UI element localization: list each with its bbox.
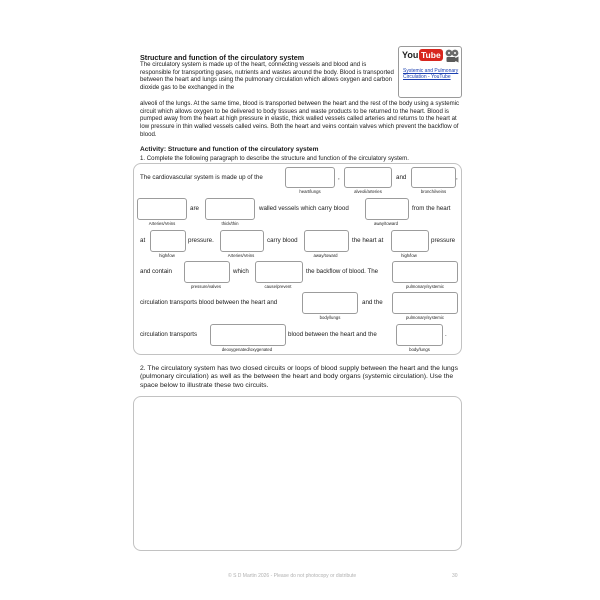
blank-body-lungs-1[interactable] — [302, 292, 358, 314]
hint-alveoli-arteries: alveoli/arteries — [354, 189, 382, 194]
youtube-video-link[interactable]: Systemic and Pulmonary Circulation - YouTube — [403, 68, 459, 80]
blank-body-lungs-2[interactable] — [396, 324, 443, 346]
youtube-video-card[interactable] — [398, 46, 462, 98]
row3-pressure: pressure. — [188, 237, 214, 244]
row1-and: and — [396, 174, 407, 181]
blank-away-toward-2[interactable] — [304, 230, 349, 252]
row2-text: walled vessels which carry blood — [259, 205, 349, 212]
row6-period: . — [445, 331, 447, 338]
row3-at: at — [140, 237, 146, 244]
youtube-logo — [402, 50, 442, 64]
intro-paragraph-part1: The circulatory system is made up of the heart, connecting vessels and blood and is responsible for transporting gases, nutrients and wastes around the body. Blood is transported between the heart and lungs using the pulmonary circulation which allows oxygen and carbon dioxide gas to be exchanged in the — [140, 61, 394, 92]
row1-comma2: , — [456, 174, 458, 181]
youtube-logo-tube: Tube — [421, 50, 441, 60]
activity-title: Activity: Structure and function of the circulatory system — [140, 146, 319, 153]
blank-deoxygenated-oxygenated[interactable] — [210, 324, 286, 346]
row1-text: The cardiovascular system is made up of the — [140, 174, 263, 181]
hint-body-lungs-2: body/lungs — [409, 347, 430, 352]
hint-high-low-1: high/low — [159, 253, 175, 258]
hint-bronchi-veins: bronchi/veins — [420, 189, 447, 194]
row2-are: are — [190, 205, 199, 212]
hint-deoxygenated-oxygenated: deoxygenated/oxygenated — [221, 347, 273, 352]
hint-heart-lungs: heart/lungs — [299, 189, 321, 194]
row4-backflow: the backflow of blood. The — [306, 268, 379, 275]
hint-pulmonary-systemic-2: pulmonary/systemic — [406, 315, 444, 320]
row3-heart-at: the heart at — [352, 237, 384, 244]
section-title: Structure and function of the circulatory system — [140, 53, 305, 62]
blank-away-toward-1[interactable] — [365, 198, 409, 220]
blank-pressure-valves[interactable] — [184, 261, 230, 283]
page-number: 30 — [452, 573, 458, 579]
row3-carry-blood: carry blood — [267, 237, 298, 244]
drawing-area[interactable] — [133, 396, 462, 551]
row4-and-contain: and contain — [140, 268, 172, 275]
row6-text2: blood between the heart and the — [288, 331, 377, 338]
hint-arteries-veins-1: Arteries/Veins — [148, 221, 176, 226]
hint-cause-prevent: cause/prevent — [264, 284, 292, 289]
hint-body-lungs-1: body/lungs — [319, 315, 341, 320]
blank-high-low-1[interactable] — [150, 230, 186, 252]
question-2-text: 2. The circulatory system has two closed circuits or loops of blood supply between the heart and the lungs (pulmonary circulation) as well as the between the heart and body organs (systemic circulation). Use the space below to illustrate these two circuits. — [140, 365, 458, 389]
hint-away-toward-1: away/toward — [373, 221, 399, 226]
film-reel-icon — [445, 49, 459, 63]
row5-and-the: and the — [362, 299, 383, 306]
hint-pulmonary-systemic-1: pulmonary/systemic — [406, 284, 444, 289]
blank-high-low-2[interactable] — [391, 230, 429, 252]
blank-bronchi-veins[interactable] — [411, 167, 456, 188]
blank-thick-thin[interactable] — [205, 198, 255, 220]
blank-alveoli-arteries[interactable] — [344, 167, 392, 188]
hint-pressure-valves: pressure/valves — [190, 284, 222, 289]
intro-paragraph-part2: alveoli of the lungs. At the same time, blood is transported between the heart and the rest of the body using a systemic circuit which allows oxygen to be delivered to body tissues and waste products to be returned to the heart. Blood is pumped away from the heart at high pressure in elastic, thick walled vessels called arteries and returns to the heart at low pressure in thin walled vessels called veins. Both the heart and veins contain valves which prevent the backflow of blood. — [140, 100, 460, 138]
blank-heart-lungs[interactable] — [285, 167, 335, 188]
row2-from-heart: from the heart — [412, 205, 451, 212]
hint-away-toward-2: away/toward — [313, 253, 338, 258]
blank-cause-prevent[interactable] — [255, 261, 303, 283]
blank-arteries-veins-1[interactable] — [137, 198, 187, 220]
row6-text1: circulation transports — [140, 331, 198, 338]
hint-thick-thin: thick/thin — [221, 221, 239, 226]
blank-pulmonary-systemic-2[interactable] — [392, 292, 458, 314]
activity-instruction: 1. Complete the following paragraph to describe the structure and function of the circulatory system. — [140, 155, 409, 162]
blank-arteries-veins-2[interactable] — [220, 230, 264, 252]
row1-comma1: , — [338, 174, 340, 181]
blank-pulmonary-systemic-1[interactable] — [392, 261, 458, 283]
hint-high-low-2: high/low — [401, 253, 417, 258]
row4-which: which — [233, 268, 249, 275]
youtube-logo-you: You — [402, 50, 419, 60]
row3-pressure2: pressure — [431, 237, 456, 244]
copyright-footer: © S D Martin 2026 - Please do not photocopy or distribute — [228, 573, 357, 579]
hint-arteries-veins-2: Arteries/Veins — [227, 253, 255, 258]
row5-text: circulation transports blood between the heart and — [140, 299, 278, 306]
